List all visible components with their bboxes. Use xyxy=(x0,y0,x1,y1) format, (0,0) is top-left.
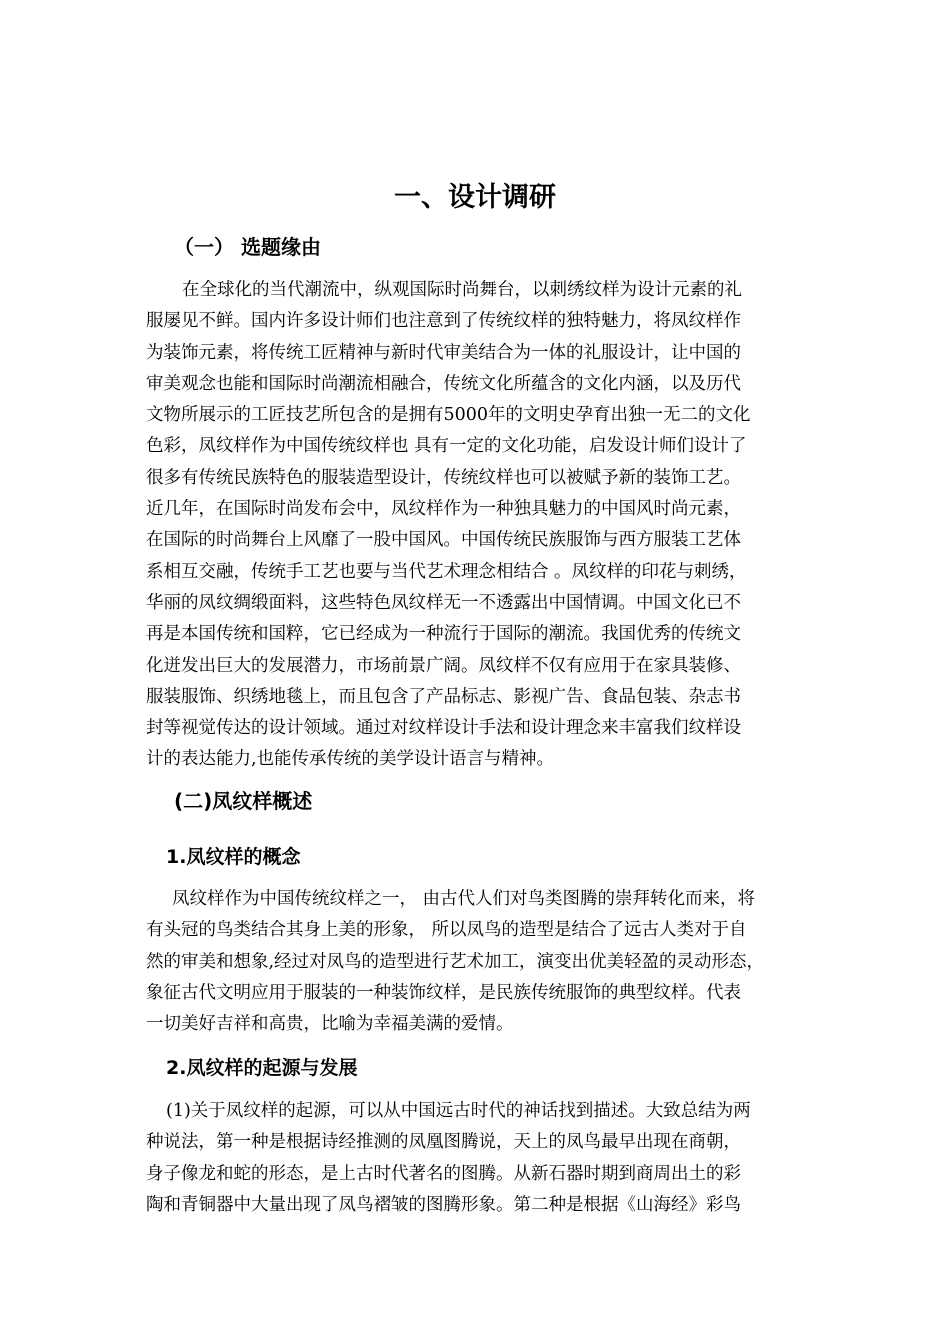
paragraph-line: 封等视觉传达的设计领域。通过对纹样设计手法和设计理念来丰富我们纹样设 xyxy=(146,718,741,739)
sub-heading-phoenix-origin: 2.凤纹样的起源与发展 xyxy=(166,1057,358,1079)
paragraph-line: (1)关于凤纹样的起源，可以从中国远古时代的神话找到描述。大致总结为两 xyxy=(166,1101,751,1121)
paragraph-line: 在国际的时尚舞台上风靡了一股中国风。中国传统民族服饰与西方服装工艺体 xyxy=(146,530,741,551)
paragraph-line: 再是本国传统和国粹，它已经成为一种流行于国际的潮流。我国优秀的传统文 xyxy=(146,624,741,645)
paragraph-line: 系相互交融，传统手工艺也要与当代艺术理念相结合 。凤纹样的印花与刺绣， xyxy=(146,561,747,582)
paragraph-line: 服装服饰、织绣地毯上，而且包含了产品标志、影视广告、食品包装、杂志书 xyxy=(146,686,741,707)
paragraph-line: 种说法，第一种是根据诗经推测的凤凰图腾说，天上的凤鸟最早出现在商朝， xyxy=(146,1132,741,1153)
paragraph-line: 象征古代文明应用于服装的一种装饰纹样，是民族传统服饰的典型纹样。代表 xyxy=(146,982,741,1003)
paragraph-line: 化迸发出巨大的发展潜力，市场前景广阔。凤纹样不仅有应用于在家具装修、 xyxy=(146,655,741,676)
paragraph-line: 文物所展示的工匠技艺所包含的是拥有5000年的文明史孕育出独一无二的文化 xyxy=(146,405,751,426)
chapter-title: 一、设计调研 xyxy=(394,182,556,213)
section-heading-topic-origin: （一） 选题缘由 xyxy=(174,235,321,259)
sub-heading-phoenix-concept: 1.凤纹样的概念 xyxy=(166,846,301,868)
paragraph-topic-origin xyxy=(146,275,826,776)
paragraph-line: 很多有传统民族特色的服装造型设计，传统纹样也可以被赋予新的装饰工艺。 xyxy=(146,467,741,488)
paragraph-line: 近几年，在国际时尚发布会中，凤纹样作为一种独具魅力的中国风时尚元素， xyxy=(146,499,741,520)
paragraph-line: 一切美好吉祥和高贵，比喻为幸福美满的爱情。 xyxy=(146,1014,514,1035)
paragraph-line: 身子像龙和蛇的形态，是上古时代著名的图腾。从新石器时期到商周出土的彩 xyxy=(146,1163,741,1184)
paragraph-phoenix-concept xyxy=(146,884,826,1040)
paragraph-line: 审美观念也能和国际时尚潮流相融合，传统文化所蕴含的文化内涵，以及历代 xyxy=(146,373,741,394)
paragraph-line: 计的表达能力,也能传承传统的美学设计语言与精神。 xyxy=(146,749,555,770)
paragraph-line: 在全球化的当代潮流中，纵观国际时尚舞台，以刺绣纹样为设计元素的礼 xyxy=(182,280,742,300)
paragraph-line: 色彩，凤纹样作为中国传统纹样也 具有一定的文化功能，启发设计师们设计了 xyxy=(146,436,747,457)
section-heading-phoenix-overview: (二)凤纹样概述 xyxy=(174,789,313,813)
paragraph-line: 陶和青铜器中大量出现了凤鸟褶皱的图腾形象。第二种是根据《山海经》彩鸟 xyxy=(146,1194,741,1215)
paragraph-line: 为装饰元素，将传统工匠精神与新时代审美结合为一体的礼服设计，让中国的 xyxy=(146,342,741,363)
paragraph-line: 有头冠的鸟类结合其身上美的形象， 所以凤鸟的造型是结合了远古人类对于自 xyxy=(146,920,747,941)
paragraph-line: 华丽的凤纹绸缎面料，这些特色凤纹样无一不透露出中国情调。中国文化已不 xyxy=(146,592,741,613)
paragraph-phoenix-origin xyxy=(146,1096,826,1221)
paragraph-line: 凤纹样作为中国传统纹样之一， 由古代人们对鸟类图腾的崇拜转化而来，将 xyxy=(172,889,756,909)
paragraph-line: 服屡见不鲜。国内许多设计师们也注意到了传统纹样的独特魅力，将凤纹样作 xyxy=(146,311,741,332)
paragraph-line: 然的审美和想象,经过对凤鸟的造型进行艺术加工，演变出优美轻盈的灵动形态， xyxy=(146,951,765,972)
